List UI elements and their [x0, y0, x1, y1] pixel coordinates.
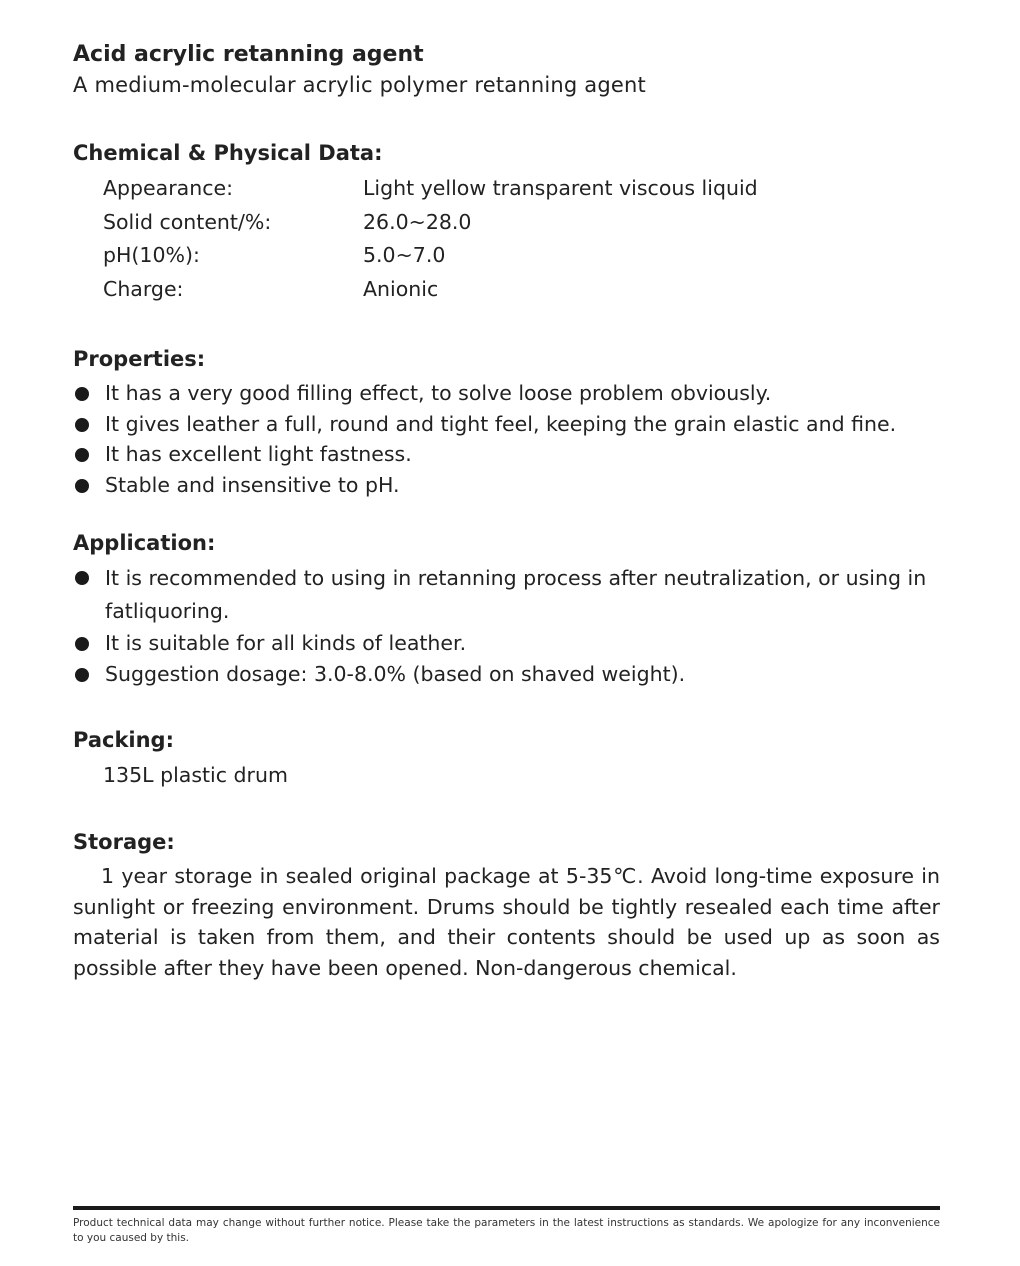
- footer-divider: [73, 1206, 940, 1210]
- list-item: [73, 628, 940, 659]
- storage-heading: Storage:: [73, 830, 175, 854]
- bullet-icon: [75, 418, 89, 432]
- list-item-text: It is recommended to using in retanning process after neutralization, or using in fatliquoring.: [105, 566, 927, 623]
- data-label: pH(10%):: [103, 243, 200, 267]
- footer-notice: Product technical data may change without further notice. Please take the parameters in the latest instructions as standards. We apologize for any inconvenience to you caused by this.: [73, 1217, 940, 1244]
- data-value: Light yellow transparent viscous liquid: [363, 176, 758, 200]
- data-label: Solid content/%:: [103, 209, 272, 234]
- list-item: [73, 470, 940, 501]
- properties-section: [73, 344, 940, 500]
- list-item-text: It is suitable for all kinds of leather.: [105, 631, 467, 655]
- bullet-icon: [75, 479, 89, 493]
- bullet-icon: [75, 668, 89, 682]
- application-list: [73, 562, 940, 689]
- list-item: [73, 378, 940, 409]
- packing-heading: Packing:: [73, 728, 174, 752]
- list-item-text: It has excellent light fastness.: [105, 442, 412, 466]
- bullet-icon: [75, 637, 89, 651]
- list-item-text: It gives leather a full, round and tight feel, keeping the grain elastic and fine.: [105, 411, 897, 436]
- data-row-solid-content: [73, 206, 940, 240]
- chemical-physical-section: [73, 138, 940, 306]
- datasheet-page: [73, 40, 940, 983]
- properties-heading: Properties:: [73, 347, 206, 371]
- bullet-icon: [75, 387, 89, 401]
- data-row-appearance: [73, 172, 940, 206]
- packing-section: [73, 725, 940, 791]
- list-item: [73, 659, 940, 690]
- properties-list: [73, 378, 940, 500]
- product-title: Acid acrylic retanning agent: [73, 42, 424, 67]
- list-item: [73, 439, 940, 470]
- bullet-icon: [75, 448, 89, 462]
- list-item-text: It has a very good filling effect, to solve loose problem obviously.: [105, 381, 772, 405]
- data-label: Appearance:: [103, 176, 233, 200]
- list-item-text: Suggestion dosage: 3.0-8.0% (based on shaved weight).: [105, 661, 686, 686]
- list-item: [73, 562, 940, 628]
- list-item: [73, 409, 940, 440]
- data-label: Charge:: [103, 276, 184, 301]
- product-subtitle: A medium-molecular acrylic polymer retanning agent: [73, 73, 646, 97]
- packing-text: 135L plastic drum: [103, 763, 288, 787]
- application-section: [73, 528, 940, 689]
- storage-text: 1 year storage in sealed original package at 5-35℃. Avoid long-time exposure in sunlight or freezing environment. Drums should be tightly resealed each time after material is taken from them, and their contents should be used up as soon as possible after they have been opened. Non-dangerous chemical.: [73, 864, 940, 980]
- data-row-charge: [73, 273, 940, 307]
- data-row-ph: [73, 239, 940, 273]
- data-value: 5.0~7.0: [363, 243, 446, 267]
- data-value: Anionic: [363, 276, 439, 301]
- storage-section: [73, 827, 940, 983]
- bullet-icon: [75, 571, 89, 585]
- list-item-text: Stable and insensitive to pH.: [105, 472, 400, 497]
- application-heading: Application:: [73, 531, 216, 555]
- data-value: 26.0~28.0: [363, 209, 472, 234]
- footer: [73, 1206, 940, 1246]
- chemical-physical-heading: Chemical & Physical Data:: [73, 141, 383, 165]
